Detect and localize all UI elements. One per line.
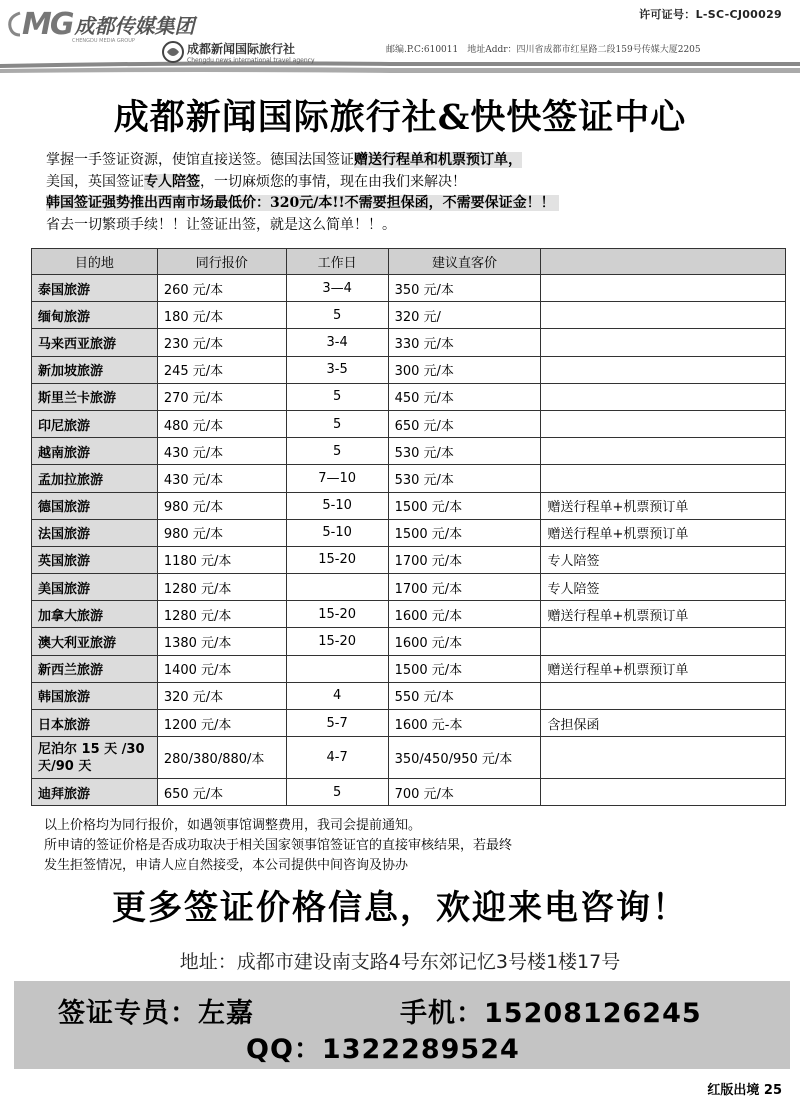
col-header-trade-price: 同行报价 [157,249,286,275]
trade-price-cell: 430 元/本 [157,438,286,465]
note-line: 发生拒签情况，申请人应自然接受，本公司提供中间咨询及协办 [44,858,409,873]
page-number: 25 [763,1083,782,1098]
qq-number[interactable]: QQ：1322289524 [246,1034,520,1065]
intro-line-1-highlight: 赠送行程单和机票预订单， [354,152,522,168]
remarks-cell [541,628,786,655]
working-days-cell: 5 [286,383,388,410]
intro-line-2-text: 美国，英国签证 [46,173,144,190]
retail-price-cell: 1500 元/本 [388,655,541,682]
table-header-row [32,249,786,275]
group-logo [6,4,194,44]
table-row [32,655,786,682]
table-row [32,601,786,628]
retail-price-cell: 1600 元/本 [388,628,541,655]
destination-cell: 越南旅游 [32,438,158,465]
agency-logo [162,40,315,64]
mobile-phone[interactable]: 手机：15208126245 [400,998,702,1029]
working-days-cell: 5-10 [286,492,388,519]
remarks-cell [541,682,786,709]
remarks-cell: 赠送行程单+机票预订单 [541,601,786,628]
working-days-cell: 3-5 [286,356,388,383]
working-days-cell: 5-7 [286,710,388,737]
trade-price-cell: 270 元/本 [157,383,286,410]
table-row [32,779,786,806]
retail-price-cell: 1700 元/本 [388,546,541,573]
remarks-cell: 专人陪签 [541,574,786,601]
working-days-cell: 5 [286,779,388,806]
working-days-cell: 4-7 [286,737,388,779]
working-days-cell: 5 [286,410,388,437]
intro-line-2-tail: ，一切麻烦您的事情，现在由我们来解决！ [200,173,466,190]
working-days-cell [286,574,388,601]
call-to-action-heading: 更多签证价格信息，欢迎来电咨询！ [112,888,688,928]
destination-cell: 日本旅游 [32,710,158,737]
group-logo-mark: MG [22,6,73,42]
group-subtitle: CHENGDU MEDIA GROUP [72,38,135,44]
remarks-cell [541,465,786,492]
retail-price-cell: 530 元/本 [388,465,541,492]
working-days-cell: 4 [286,682,388,709]
col-header-destination: 目的地 [32,249,158,275]
trade-price-cell: 280/380/880/本 [157,737,286,779]
visa-agent-name: 签证专员：左嘉 [58,998,254,1029]
trade-price-cell: 980 元/本 [157,492,286,519]
header-address: 邮编.P.C:610011 地址Addr：四川省成都市红星路二段159号传媒大厦2205 [386,45,701,55]
remarks-cell: 专人陪签 [541,546,786,573]
retail-price-cell: 1700 元/本 [388,574,541,601]
table-row [32,356,786,383]
remarks-cell [541,356,786,383]
table-row [32,275,786,302]
retail-price-cell: 350/450/950 元/本 [388,737,541,779]
intro-line-3 [46,193,766,215]
page-title: 成都新闻国际旅行社&快快签证中心 [113,97,687,138]
intro-line-4: 省去一切繁琐手续！！让签证出签，就是这么简单！！。 [46,216,396,233]
table-row [32,737,786,779]
destination-cell: 新加坡旅游 [32,356,158,383]
working-days-cell: 3—4 [286,275,388,302]
remarks-cell [541,410,786,437]
retail-price-cell: 700 元/本 [388,779,541,806]
trade-price-cell: 1200 元/本 [157,710,286,737]
intro-paragraph [46,150,766,236]
retail-price-cell: 550 元/本 [388,682,541,709]
trade-price-cell: 1400 元/本 [157,655,286,682]
retail-price-cell: 450 元/本 [388,383,541,410]
note-line: 以上价格均为同行报价，如遇领事馆调整费用，我司会提前通知。 [44,818,422,833]
remarks-cell [541,383,786,410]
remarks-cell [541,302,786,329]
working-days-cell: 7—10 [286,465,388,492]
section-name: 红版出境 [707,1083,760,1098]
agency-name-en: Chengdu news international travel agency [187,57,315,64]
retail-price-cell: 300 元/本 [388,356,541,383]
table-row [32,383,786,410]
retail-price-cell: 320 元/ [388,302,541,329]
remarks-cell: 赠送行程单+机票预订单 [541,519,786,546]
table-row [32,546,786,573]
col-header-working-days: 工作日 [286,249,388,275]
retail-price-cell: 1600 元-本 [388,710,541,737]
col-header-retail-price: 建议直客价 [388,249,541,275]
table-row [32,329,786,356]
intro-line-2 [46,172,766,194]
destination-cell: 孟加拉旅游 [32,465,158,492]
working-days-cell: 3-4 [286,329,388,356]
working-days-cell: 15-20 [286,546,388,573]
retail-price-cell: 350 元/本 [388,275,541,302]
retail-price-cell: 1500 元/本 [388,492,541,519]
remarks-cell [541,329,786,356]
agency-mark-icon [162,41,184,63]
destination-cell: 美国旅游 [32,574,158,601]
trade-price-cell: 245 元/本 [157,356,286,383]
working-days-cell: 5 [286,438,388,465]
intro-line-1 [46,150,766,172]
destination-cell: 德国旅游 [32,492,158,519]
trade-price-cell: 1380 元/本 [157,628,286,655]
col-header-remarks [541,249,786,275]
remarks-cell [541,438,786,465]
retail-price-cell: 330 元/本 [388,329,541,356]
retail-price-cell: 1600 元/本 [388,601,541,628]
working-days-cell: 15-20 [286,601,388,628]
destination-cell: 迪拜旅游 [32,779,158,806]
office-address: 地址：成都市建设南支路4号东郊记忆3号楼1楼17号 [179,951,621,973]
remarks-cell [541,275,786,302]
table-row [32,574,786,601]
trade-price-cell: 1280 元/本 [157,574,286,601]
destination-cell: 斯里兰卡旅游 [32,383,158,410]
working-days-cell: 5 [286,302,388,329]
working-days-cell: 15-20 [286,628,388,655]
header-swoosh-band [0,60,800,74]
destination-cell: 尼泊尔 15 天 /30 天/90 天 [32,737,158,779]
table-row [32,438,786,465]
destination-cell: 法国旅游 [32,519,158,546]
destination-cell: 泰国旅游 [32,275,158,302]
trade-price-cell: 980 元/本 [157,519,286,546]
table-row [32,410,786,437]
intro-line-1-text: 掌握一手签证资源，使馆直接送签。德国法国签证 [46,152,354,168]
korea-promo-text: 韩国签证强势推出西南市场最低价：320元/本!!不需要担保函，不需要保证金！！ [46,195,559,211]
remarks-cell [541,737,786,779]
intro-line-2-highlight: 专人陪签 [144,173,200,190]
retail-price-cell: 650 元/本 [388,410,541,437]
group-name: 成都传媒集团 [74,13,195,38]
table-row [32,302,786,329]
page-footer [707,1079,782,1098]
working-days-cell: 5-10 [286,519,388,546]
destination-cell: 加拿大旅游 [32,601,158,628]
trade-price-cell: 180 元/本 [157,302,286,329]
destination-cell: 印尼旅游 [32,410,158,437]
table-row [32,710,786,737]
contact-band [14,981,790,1069]
trade-price-cell: 1280 元/本 [157,601,286,628]
table-row [32,682,786,709]
retail-price-cell: 530 元/本 [388,438,541,465]
destination-cell: 缅甸旅游 [32,302,158,329]
destination-cell: 新西兰旅游 [32,655,158,682]
swirl-icon [6,9,22,39]
agency-name-cn: 成都新闻国际旅行社 [187,42,296,56]
table-row [32,519,786,546]
destination-cell: 马来西亚旅游 [32,329,158,356]
destination-cell: 韩国旅游 [32,682,158,709]
remarks-cell: 含担保函 [541,710,786,737]
working-days-cell [286,655,388,682]
visa-price-table [31,248,786,806]
disclaimer-notes [44,816,764,876]
note-line: 所申请的签证价格是否成功取决于相关国家领事馆签证官的直接审核结果，若最终 [44,838,513,853]
destination-cell: 澳大利亚旅游 [32,628,158,655]
trade-price-cell: 650 元/本 [157,779,286,806]
retail-price-cell: 1500 元/本 [388,519,541,546]
trade-price-cell: 1180 元/本 [157,546,286,573]
trade-price-cell: 480 元/本 [157,410,286,437]
destination-cell: 英国旅游 [32,546,158,573]
trade-price-cell: 320 元/本 [157,682,286,709]
remarks-cell: 赠送行程单+机票预订单 [541,492,786,519]
table-row [32,465,786,492]
table-row [32,492,786,519]
trade-price-cell: 430 元/本 [157,465,286,492]
remarks-cell [541,779,786,806]
table-row [32,628,786,655]
remarks-cell: 赠送行程单+机票预订单 [541,655,786,682]
trade-price-cell: 260 元/本 [157,275,286,302]
license-number: 许可证号：L-SC-CJ00029 [639,8,782,21]
trade-price-cell: 230 元/本 [157,329,286,356]
